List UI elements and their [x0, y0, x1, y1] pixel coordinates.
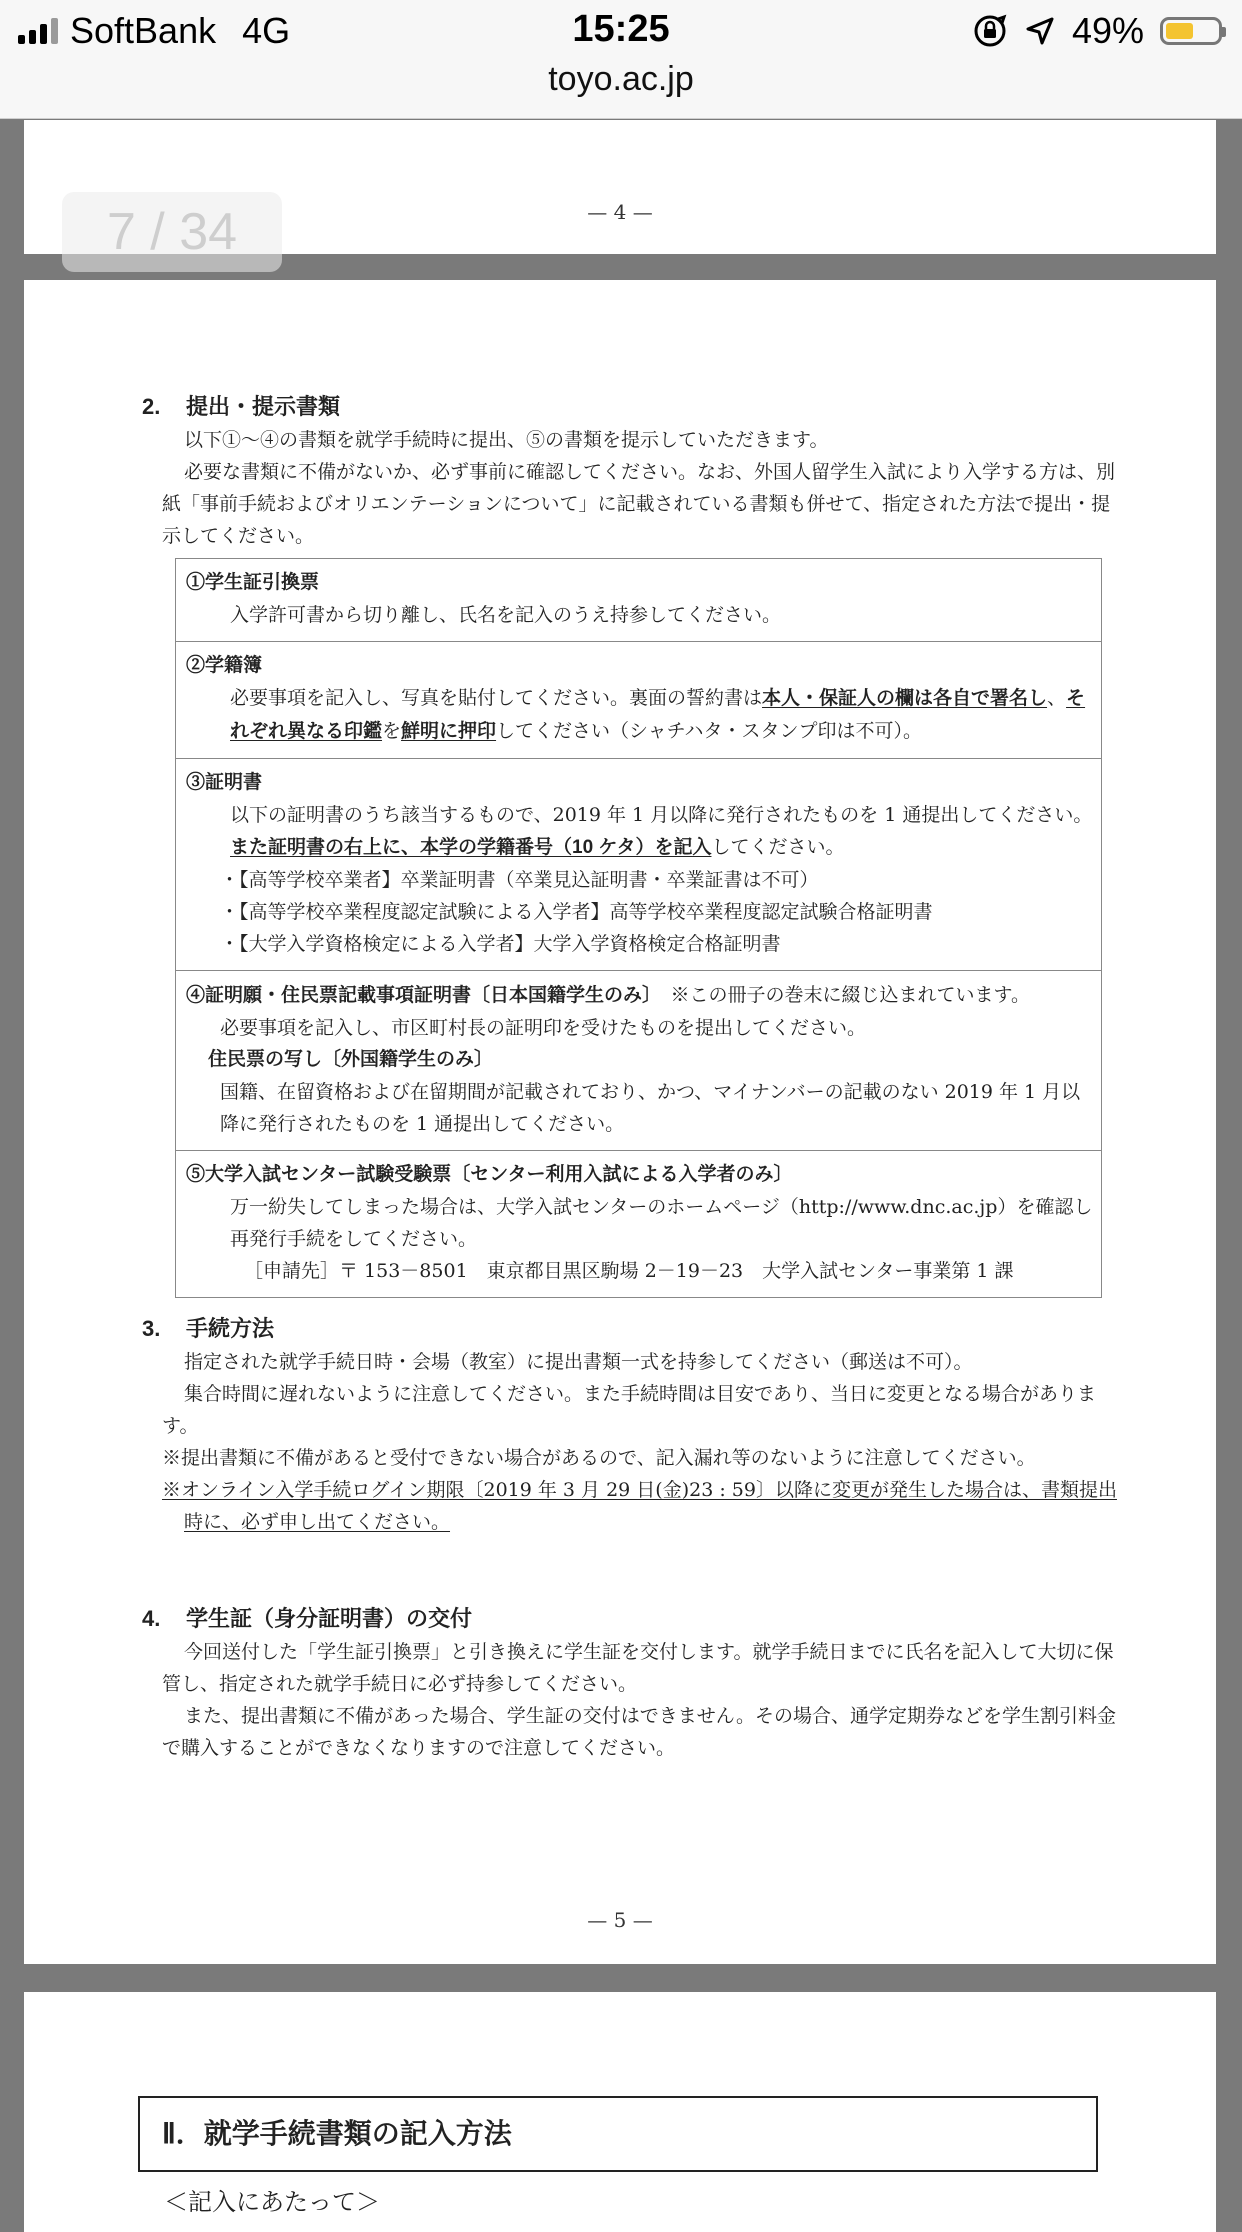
paragraph: 必要な書類に不備がないか、必ず事前に確認してください。なお、外国人留学生入試により入学する方は、別紙「事前手続およびオリエンテーションについて」に記載されている書類も併せて、指定された方法で提出・提示してください。 [162, 461, 1116, 547]
item-body: 以下の証明書のうち該当するもので、2019 年 1 月以降に発行されたものを 1 通提出してください。また証明書の右上に、本学の学籍番号（10 ケタ）を記入してください。 [230, 804, 1093, 858]
status-bar [0, 0, 1242, 119]
section-number: 2. [142, 394, 161, 419]
clock: 15:25 [572, 8, 670, 50]
item-title: ③証明書 [186, 772, 263, 793]
paragraph: また、提出書類に不備があった場合、学生証の交付はできません。その場合、通学定期券などを学生割引料金で購入することができなくなりますので注意してください。 [162, 1705, 1116, 1759]
network-type: 4G [242, 10, 291, 51]
item-address: ［申請先］〒 153－8501 東京都目黒区駒場 2－19－23 大学入試センター事業第 1 課 [244, 1260, 1014, 1282]
item-body: 入学許可書から切り離し、氏名を記入のうえ持参してください。 [230, 604, 782, 626]
list-item: ・【大学入学資格検定による入学者】大学入学資格検定合格証明書 [220, 933, 781, 955]
paragraph: 以下①〜④の書類を就学手続時に提出、⑤の書類を提示していただきます。 [184, 429, 829, 451]
item-subtitle: 住民票の写し〔外国籍学生のみ〕 [208, 1049, 494, 1070]
rotation-lock-icon [972, 13, 1008, 49]
note: ※提出書類に不備があると受付できない場合があるので、記入漏れ等のないように注意してください。 [162, 1447, 1036, 1469]
section-heading [142, 1312, 1128, 1346]
item-body: 必要事項を記入し、写真を貼付してください。裏面の誓約書は本人・保証人の欄は各自で署名し、それぞれ異なる印鑑を鮮明に押印してください（シャチハタ・スタンプ印は不可）。 [230, 687, 1086, 742]
page-content [142, 390, 1128, 1764]
address-bar-url[interactable]: toyo.ac.jp [548, 60, 694, 98]
item-title: ④証明願・住民票記載事項証明書〔日本国籍学生のみ〕 ※この冊子の巻末に綴じ込まれています。 [186, 984, 1031, 1006]
battery-percent: 49% [1071, 10, 1144, 51]
document-item [176, 971, 1101, 1151]
documents-table [175, 558, 1102, 1298]
carrier-name: SoftBank [70, 10, 217, 51]
document-item [176, 759, 1101, 971]
pdf-page-5 [24, 280, 1216, 1964]
page-number: — 5 — [587, 1908, 653, 1932]
section-heading [142, 390, 1128, 424]
note-underlined: ※オンライン入学手続ログイン期限〔2019 年 3 月 29 日(金)23 : 59〕以降に変更が発生した場合は、書類提出時に、必ず申し出てください。 [162, 1479, 1117, 1533]
battery-icon [1160, 17, 1222, 45]
list-item: ・【高等学校卒業者】卒業証明書（卒業見込証明書・卒業証書は不可） [220, 869, 819, 891]
item-body: 万一紛失してしまった場合は、大学入試センターのホームページ（http://www.dnc.ac.jp）を確認し再発行手続をしてください。 [230, 1196, 1093, 1250]
item-title: ②学籍簿 [186, 655, 263, 676]
item-title: ⑤大学入試センター試験受験票〔センター利用入試による入学者のみ〕 [186, 1164, 793, 1185]
document-item [176, 1151, 1101, 1297]
page-counter-overlay: 7 / 34 [62, 192, 282, 272]
item-body: 必要事項を記入し、市区町村長の証明印を受けたものを提出してください。 [220, 1017, 867, 1039]
list-item: ・【高等学校卒業程度認定試験による入学者】高等学校卒業程度認定試験合格証明書 [220, 901, 933, 923]
pdf-page-6 [24, 1992, 1216, 2232]
item-body: 国籍、在留資格および在留期間が記載されており、かつ、マイナンバーの記載のない 2019 年 1 月以降に発行されたものを 1 通提出してください。 [220, 1081, 1081, 1135]
document-item [176, 642, 1101, 759]
subheading: ＜記入にあたって＞ [164, 2189, 380, 2216]
paragraph: 集合時間に遅れないように注意してください。また手続時間は目安であり、当日に変更となる場合があります。 [162, 1383, 1097, 1437]
section-number: 3. [142, 1316, 161, 1341]
section-title: 学生証（身分証明書）の交付 [186, 1606, 473, 1631]
section-heading [142, 1602, 1128, 1636]
location-arrow-icon [1024, 15, 1056, 47]
paragraph: 今回送付した「学生証引換票」と引き換えに学生証を交付します。就学手続日までに氏名を記入して大切に保管し、指定された就学手続日に必ず持参してください。 [162, 1641, 1114, 1695]
section-number: 4. [142, 1606, 161, 1631]
item-title: ①学生証引換票 [186, 572, 320, 593]
document-item [176, 559, 1101, 642]
section-title: 提出・提示書類 [186, 394, 341, 419]
page-number: — 4 — [587, 200, 653, 224]
paragraph: 指定された就学手続日時・会場（教室）に提出書類一式を持参してください（郵送は不可）。 [184, 1351, 973, 1373]
section-title: 手続方法 [186, 1316, 275, 1341]
chapter-heading: Ⅱ．就学手続書類の記入方法 [138, 2096, 1098, 2172]
status-right [972, 10, 1222, 52]
